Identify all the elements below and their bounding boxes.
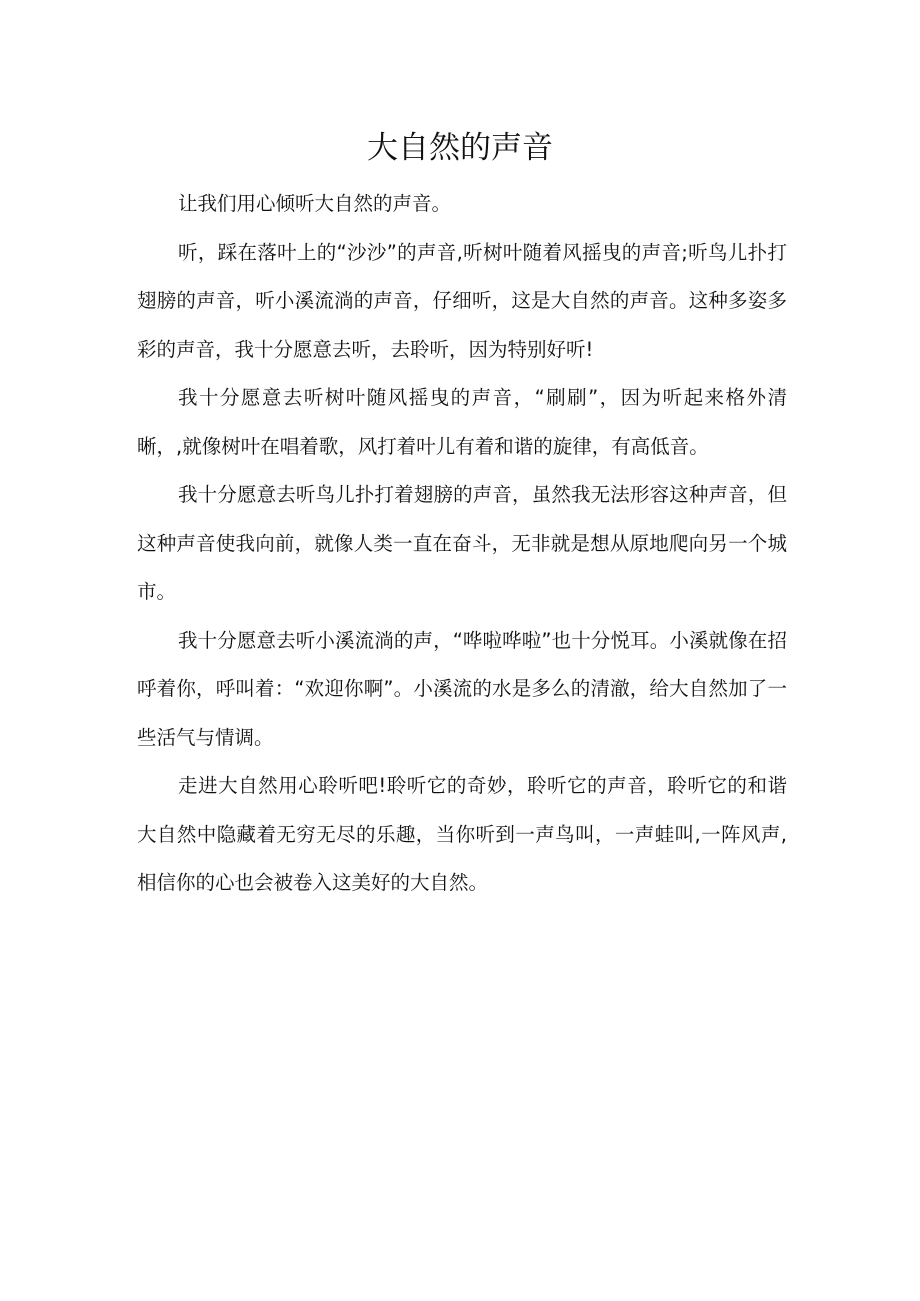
document-body [137,180,787,908]
paragraph-listen: 听，踩在落叶上的“沙沙”的声音,听树叶随着风摇曳的声音;听鸟儿扑打翅膀的声音，听小溪流淌的声音，仔细听，这是大自然的声音。这种多姿多彩的声音，我十分愿意去听，去聆听，因为特别好听! [137,240,787,361]
document-title: 大自然的声音 [367,130,553,166]
paragraph-intro: 让我们用心倾听大自然的声音。 [178,192,452,215]
paragraph-stream: 我十分愿意去听小溪流淌的声，“哗啦哗啦”也十分悦耳。小溪就像在招呼着你，呼叫着：“欢迎你啊”。小溪流的水是多么的清澈，给大自然加了一些活气与情调。 [137,628,787,749]
paragraph-birds: 我十分愿意去听鸟儿扑打着翅膀的声音，虽然我无法形容这种声音，但这种声音使我向前，就像人类一直在奋斗，无非就是想从原地爬向另一个城市。 [137,483,787,603]
paragraph-conclusion: 走进大自然用心聆听吧!聆听它的奇妙，聆听它的声音，聆听它的和谐大自然中隐藏着无穷无尽的乐趣，当你听到一声鸟叫，一声蛙叫,一阵风声,相信你的心也会被卷入这美好的大自然。 [137,774,787,894]
paragraph-leaves: 我十分愿意去听树叶随风摇曳的声音，“刷刷”，因为听起来格外清晰，,就像树叶在唱着歌，风打着叶儿有着和谐的旋律，有高低音。 [137,386,787,458]
